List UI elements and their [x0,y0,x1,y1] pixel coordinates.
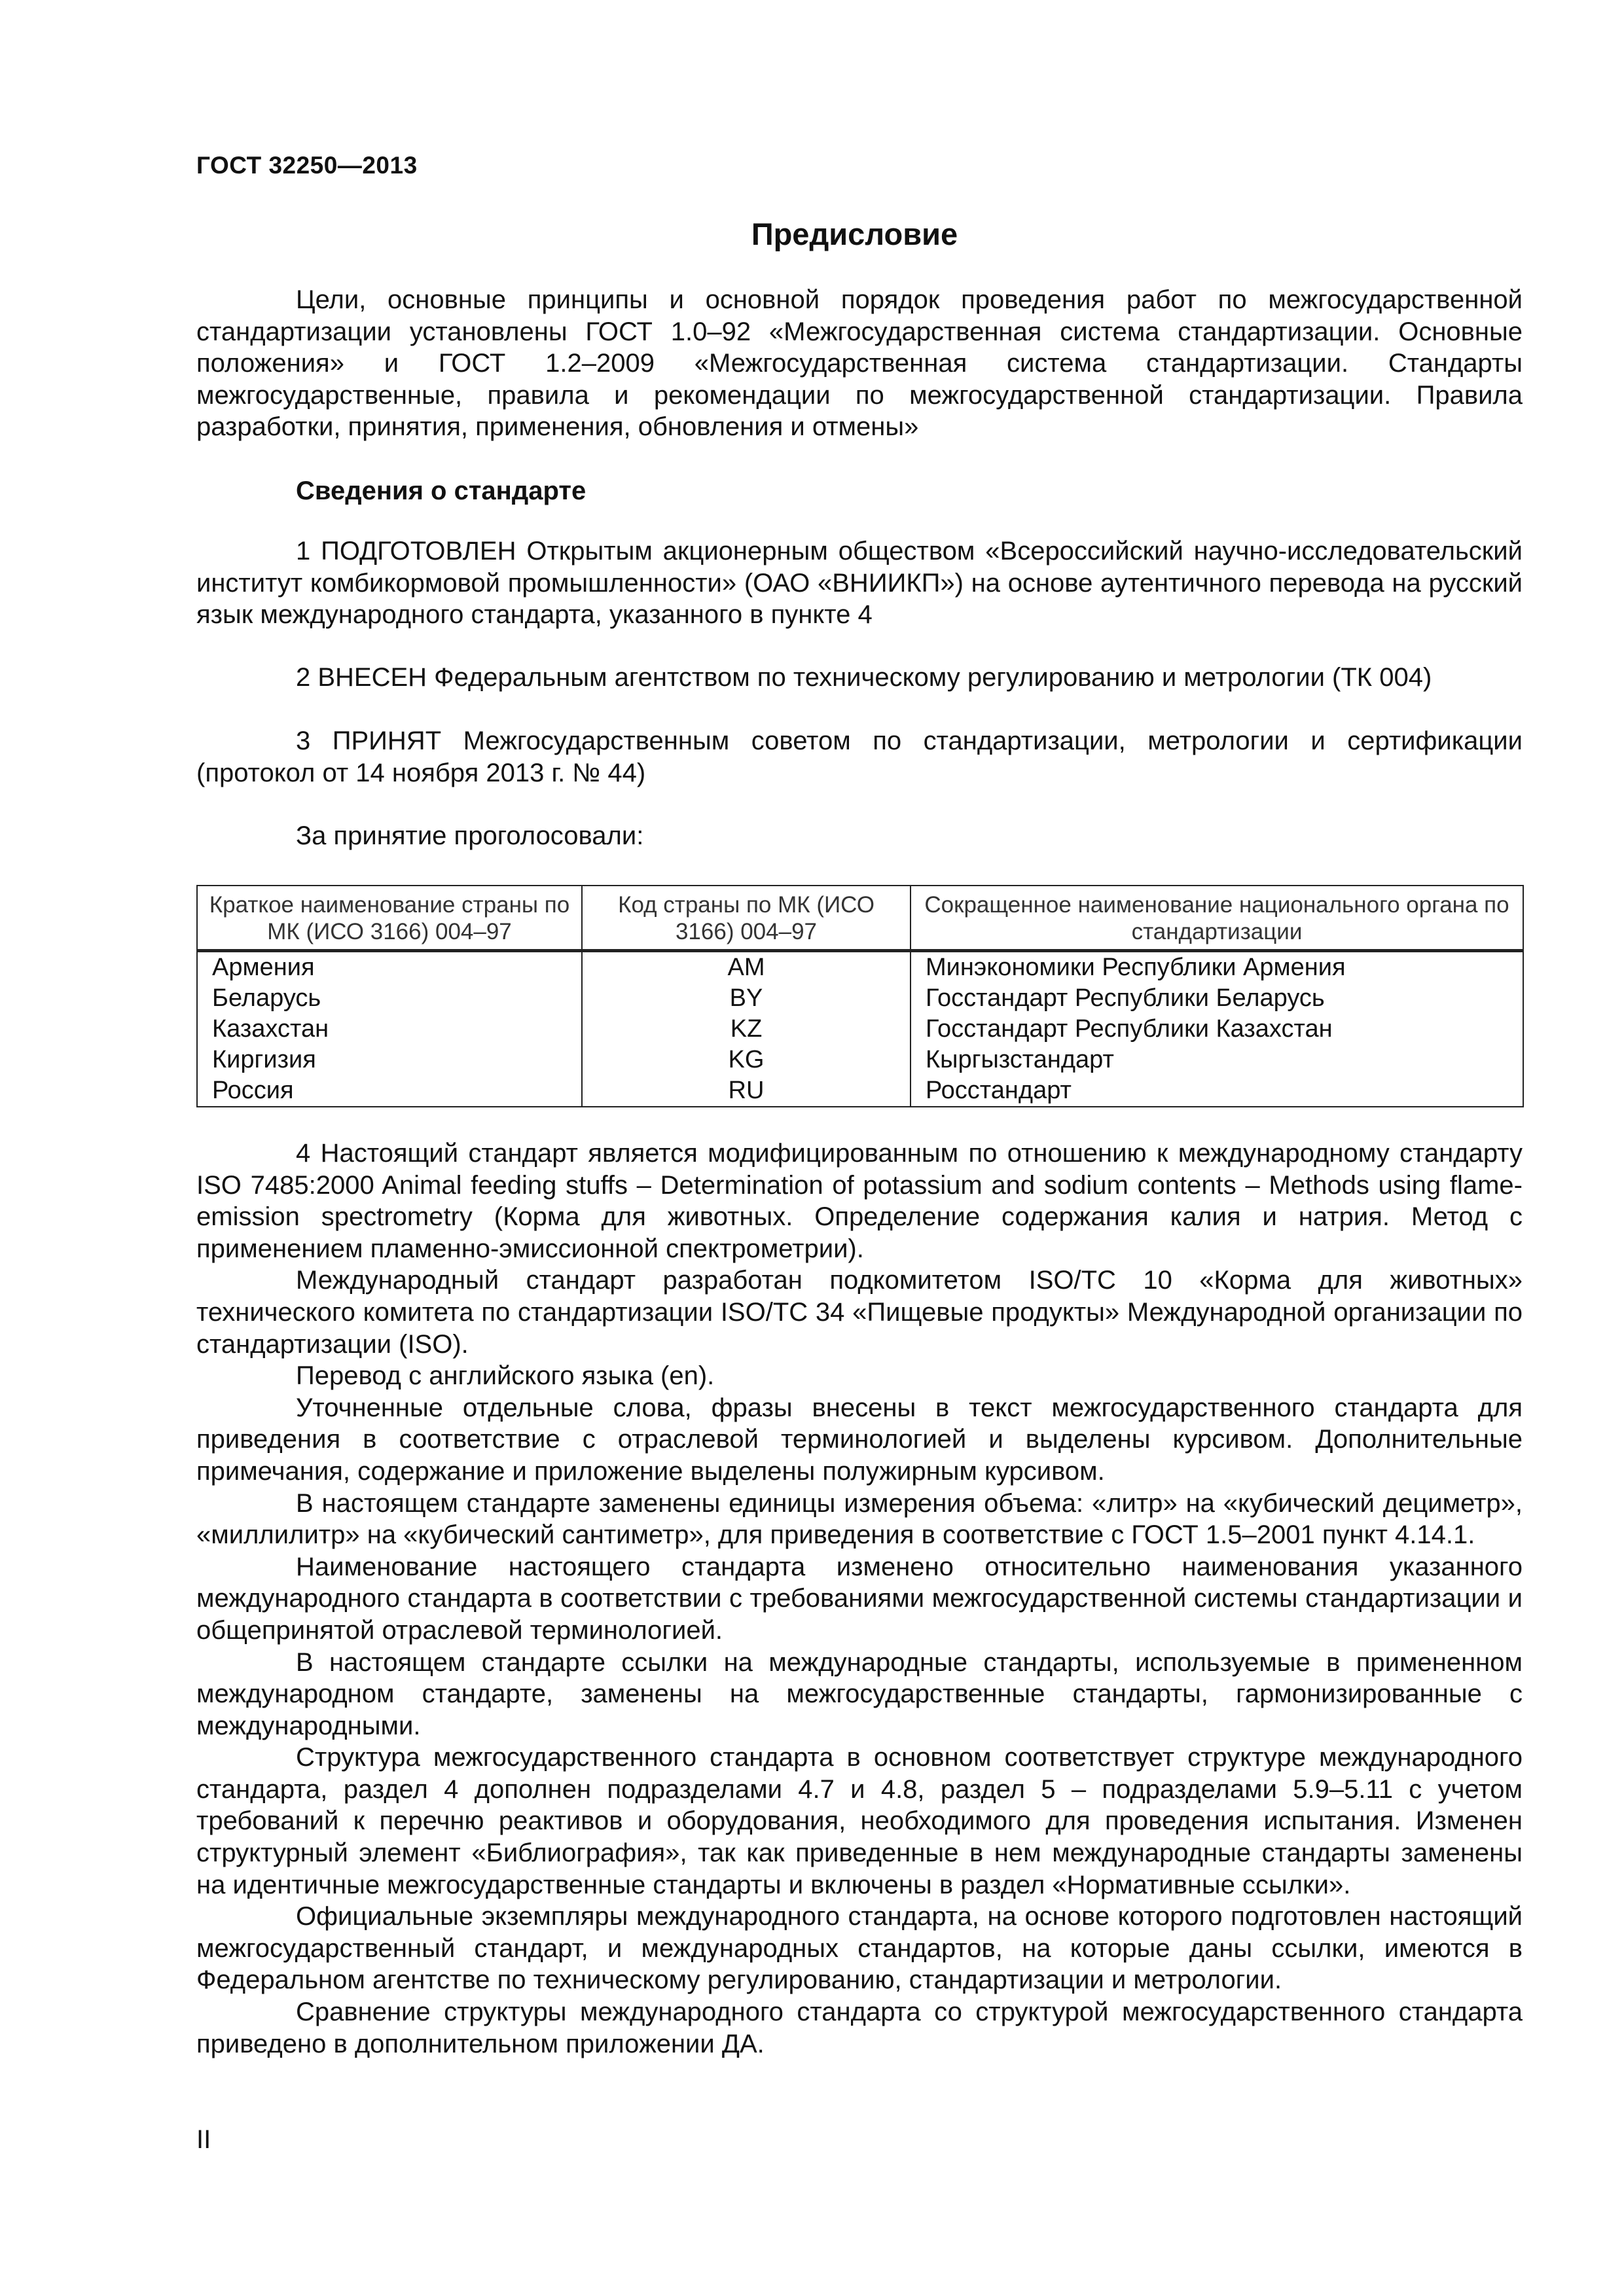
note-paragraph-modified: 4 Настоящий стандарт является модифицированным по отношению к международному стандарту ISO 7485:2000 Animal feeding stuffs – Determination of potassium and sodium contents – Methods using flame-emission spectrometry (Корма для животных. Определение содержания калия и натрия. Метод с применением пламенно-эмиссионной спектрометрии). [196,1139,1523,1263]
note-paragraph-official-copies: Официальные экземпляры международного стандарта, на основе которого подготовлен настоящий межгосударственный стандарт, и международных стандартов, на которые даны ссылки, имеются в Федеральном агентстве по техническому регулированию, стандартизации и метрологии. [196,1902,1523,1995]
page-title: Предисловие [751,217,958,251]
page-number: II [196,2125,211,2154]
note-paragraph-translation: Перевод с английского языка (en). [296,1361,715,1391]
national-body: Кыргызстандарт [911,1045,1523,1075]
note-paragraph-name: Наименование настоящего стандарта изменено относительно наименования указанного международного стандарта в соответствии с требованиями межгосударственной системы стандартизации и общепринятой отраслевой терминологией. [196,1552,1523,1645]
note-paragraph-terms: Уточненные отдельные слова, фразы внесены в текст межгосударственного стандарта для приведения в соответствие с отраслевой терминологией и выделены курсивом. Дополнительные примечания, содержание и приложение выделены полужирным курсивом. [196,1393,1523,1486]
country-code: AM [582,951,911,984]
country-code: RU [582,1075,911,1107]
item-adopted: 3 ПРИНЯТ Межгосударственным советом по стандартизации, метрологии и сертификации (протокол от 14 ноября 2013 г. № 44) [196,726,1523,787]
vote-table [196,885,1524,1107]
item-prepared: 1 ПОДГОТОВЛЕН Открытым акционерным обществом «Всероссийский научно-исследовательский институт комбикормовой промышленности» (ОАО «ВНИИКП») на основе аутентичного перевода на русский язык международного стандарта, указанного в пункте 4 [196,537,1523,630]
table-row [197,983,1523,1014]
item-introduced: 2 ВНЕСЕН Федеральным агентством по техническому регулированию и метрологии (ТК 004) [296,663,1432,692]
country-code: BY [582,983,911,1014]
table-row [197,951,1523,984]
table-row [197,1014,1523,1045]
note-paragraph-structure: Структура межгосударственного стандарта в основном соответствует структуре международного стандарта, раздел 4 дополнен подразделами 4.7 и 4.8, раздел 5 – подразделами 5.9–5.11 с учетом требований к перечню реактивов и оборудования, необходимого для проведения испытания. Изменен структурный элемент «Библиография», так как приведенные в нем международные стандарты заменены на идентичные межгосударственные стандарты и включены в раздел «Нормативные ссылки». [196,1743,1523,1899]
table-row [197,1045,1523,1075]
country-name: Беларусь [197,983,582,1014]
country-name: Казахстан [197,1014,582,1045]
country-name: Киргизия [197,1045,582,1075]
standard-notes [196,1138,1523,2060]
note-paragraph-units: В настоящем стандарте заменены единицы измерения объема: «литр» на «кубический дециметр», «миллилитр» на «кубический сантиметр», для приведения в соответствие с ГОСТ 1.5–2001 пункт 4.14.1. [196,1488,1523,1550]
vote-intro: За принятие проголосовали: [296,821,644,850]
item-prepared-block [196,535,1523,631]
header-country-name: Краткое наименование страны по МК (ИСО 3166) 004–97 [197,886,582,951]
item-adopted-block [196,725,1523,789]
note-paragraph-developer: Международный стандарт разработан подкомитетом ISO/TC 10 «Корма для животных» технического комитета по стандартизации ISO/TC 34 «Пищевые продукты» Международной организации по стандартизации (ISO). [196,1266,1523,1359]
info-heading: Сведения о стандарте [296,476,586,505]
vote-table-header-row [197,886,1523,951]
table-row [197,1075,1523,1107]
national-body: Госстандарт Республики Казахстан [911,1014,1523,1045]
document-id: ГОСТ 32250—2013 [196,152,418,179]
country-name: Армения [197,951,582,984]
country-code: KZ [582,1014,911,1045]
country-name: Россия [197,1075,582,1107]
note-paragraph-comparison: Сравнение структуры международного стандарта со структурой межгосударственного стандарта приведено в дополнительном приложении ДА. [196,1998,1523,2058]
intro-paragraph-block [196,284,1523,443]
header-national-body: Сокращенное наименование национального органа по стандартизации [911,886,1523,951]
item-introduced-block [196,662,1523,694]
national-body: Минэкономики Республики Армения [911,951,1523,984]
country-code: KG [582,1045,911,1075]
note-paragraph-references: В настоящем стандарте ссылки на международные стандарты, используемые в примененном международном стандарте, заменены на межгосударственные стандарты, гармонизированные с международными. [196,1647,1523,1740]
national-body: Госстандарт Республики Беларусь [911,983,1523,1014]
intro-paragraph: Цели, основные принципы и основной порядок проведения работ по межгосударственной стандартизации установлены ГОСТ 1.0–92 «Межгосударственная система стандартизации. Основные положения» и ГОСТ 1.2–2009 «Межгосударственная система стандартизации. Стандарты межгосударственные, правила и рекомендации по межгосударственной стандартизации. Правила разработки, принятия, применения, обновления и отмены» [196,285,1523,442]
header-country-code: Код страны по МК (ИСО 3166) 004–97 [582,886,911,951]
national-body: Росстандарт [911,1075,1523,1107]
